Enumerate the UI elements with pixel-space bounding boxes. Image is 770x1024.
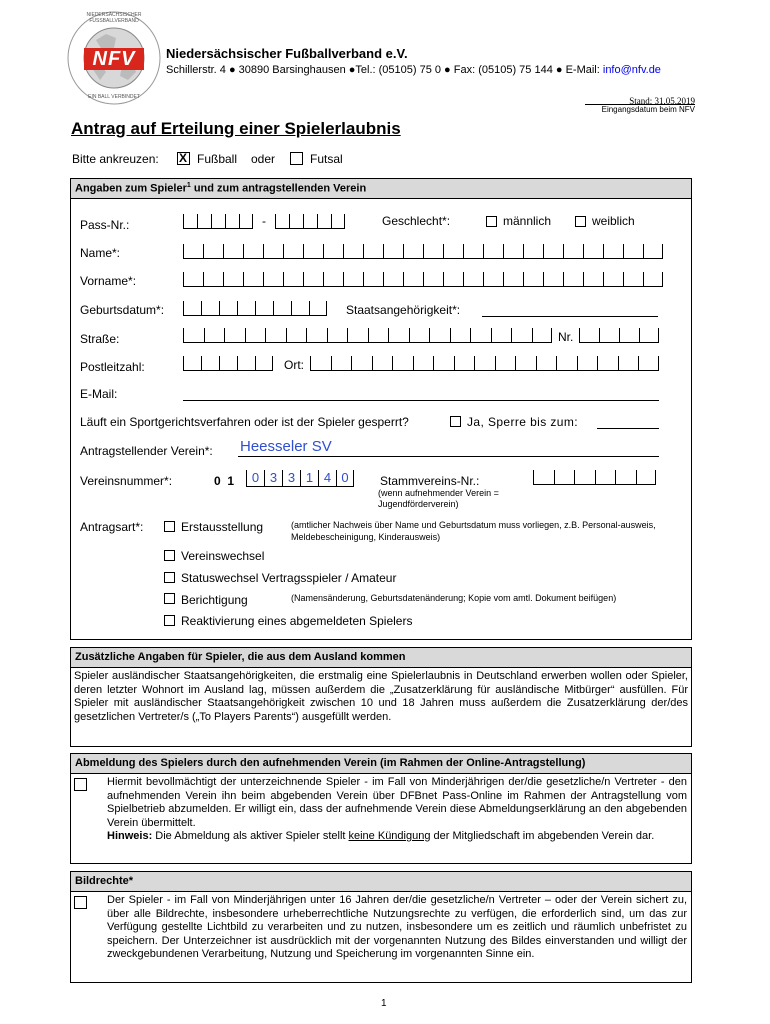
vnr-label: Vereinsnummer*: bbox=[80, 474, 173, 488]
section-ausland bbox=[70, 647, 692, 747]
verein-value[interactable]: Heesseler SV bbox=[240, 438, 332, 455]
reakt-checkbox[interactable] bbox=[164, 615, 175, 626]
ort-label: Ort: bbox=[284, 358, 304, 372]
section-abmeldung bbox=[70, 753, 692, 864]
address-text: Schillerstr. 4 ● 30890 Barsinghausen ●Tel.: (05105) 75 0 ● Fax: (05105) 75 144 ● E-Mail: bbox=[166, 64, 600, 76]
vnr-digit: 0 bbox=[246, 470, 264, 486]
sperre-input[interactable] bbox=[597, 428, 659, 429]
stamm-note-1: (wenn aufnehmender Verein = bbox=[378, 488, 499, 498]
fussball-checkbox[interactable] bbox=[177, 152, 190, 165]
maennlich-label: männlich bbox=[503, 214, 552, 228]
logo-ring-bottom: EIN BALL VERBINDET bbox=[88, 94, 140, 100]
org-name: Niedersächsischer Fußballverband e.V. bbox=[166, 46, 408, 61]
verein-input-line bbox=[238, 456, 659, 457]
oder-label: oder bbox=[251, 152, 276, 166]
bericht-note: (Namensänderung, Geburtsdatenänderung; Kopie vom amtl. Dokument beifügen) bbox=[291, 593, 617, 603]
geburt-label: Geburtsdatum*: bbox=[80, 303, 165, 317]
pass-dash: - bbox=[262, 214, 266, 228]
erst-checkbox[interactable] bbox=[164, 521, 175, 532]
plz-label: Postleitzahl: bbox=[80, 360, 145, 374]
erst-label: Erstausstellung bbox=[181, 520, 264, 534]
plz-input[interactable] bbox=[183, 356, 273, 371]
staat-input[interactable] bbox=[482, 316, 658, 317]
wechsel-checkbox[interactable] bbox=[164, 550, 175, 561]
status-label: Statuswechsel Vertragsspieler / Amateur bbox=[181, 571, 397, 585]
heading-part-a: Angaben zum Spieler bbox=[75, 182, 187, 195]
bericht-label: Berichtigung bbox=[181, 593, 248, 607]
vnr-digit: 0 bbox=[336, 470, 354, 486]
abmeldung-text bbox=[107, 776, 687, 844]
section-bildrechte bbox=[70, 871, 692, 983]
strasse-label: Straße: bbox=[80, 332, 120, 346]
weiblich-checkbox[interactable] bbox=[575, 216, 586, 227]
vnr-prefix: 0 1 bbox=[214, 474, 235, 488]
futsal-label: Futsal bbox=[310, 152, 343, 166]
erst-note: (amtlicher Nachweis über Name und Geburtsdatum muss vorliegen, z.B. Personal-ausweis, Meldebescheinigung, Kinderausweis) bbox=[291, 520, 656, 542]
strasse-input[interactable] bbox=[183, 328, 552, 343]
heading-part-b: und zum antragstellenden Verein bbox=[190, 182, 367, 195]
maennlich-checkbox[interactable] bbox=[486, 216, 497, 227]
section-bildrechte-heading: Bildrechte* bbox=[71, 872, 691, 892]
email-label: E-Mail: bbox=[80, 387, 118, 401]
sportgericht-question: Läuft ein Sportgerichtsverfahren oder ist der Spieler gesperrt? bbox=[80, 415, 409, 429]
section-ausland-heading: Zusätzliche Angaben für Spieler, die aus dem Ausland kommen bbox=[71, 648, 691, 668]
bildrechte-text: Der Spieler - im Fall von Minderjährigen unter 16 Jahren der/die gesetzliche/n Vertreter – oder der Verein sichert zu, über alle Bildrechte, insbesondere urheberrechtliche Nutzungsrechte zu verfügen, die erforderlich sind, um das zur Verfügung gestellte Lichtbild zu verarbeiten und zu nutzen, insbesondere um es zeitlich und räumlich unbefristet zu speichern. Der Unterzeichner ist ausdrücklich mit der vorgenannten Nutzung des Bildes einverstanden und willigt der zweckgebundenen Verarbeitung, Nutzung und Speicherung im vorgenannten Sinne ein. bbox=[107, 894, 687, 960]
logo-text: NFV bbox=[92, 48, 136, 70]
vorname-label: Vorname*: bbox=[80, 274, 137, 288]
section-spieler-heading bbox=[71, 179, 691, 199]
eingang-label: Eingangsdatum beim NFV bbox=[601, 105, 695, 114]
page-title: Antrag auf Erteilung einer Spielerlaubnis bbox=[71, 119, 401, 138]
pass-label: Pass-Nr.: bbox=[80, 218, 130, 232]
reakt-label: Reaktivierung eines abgemeldeten Spielers bbox=[181, 614, 413, 628]
nr-label: Nr. bbox=[558, 330, 574, 344]
email-input[interactable] bbox=[183, 400, 659, 401]
hinweis-label: Hinweis: bbox=[107, 830, 153, 842]
stand-date: Stand: 31.05.2019 bbox=[629, 96, 695, 106]
vnr-digit: 3 bbox=[264, 470, 282, 486]
geschlecht-label: Geschlecht*: bbox=[382, 214, 451, 228]
weiblich-label: weiblich bbox=[592, 214, 635, 228]
verein-label: Antragstellender Verein*: bbox=[80, 444, 213, 458]
stamm-note-2: Jugendförderverein) bbox=[378, 499, 459, 509]
wechsel-label: Vereinswechsel bbox=[181, 549, 265, 563]
pass-input-b[interactable] bbox=[275, 214, 345, 229]
antragsart-label: Antragsart*: bbox=[80, 520, 144, 534]
staat-label: Staatsangehörigkeit*: bbox=[346, 303, 461, 317]
abmeldung-checkbox[interactable] bbox=[74, 778, 87, 791]
hinweis-underline: keine Kündigung bbox=[348, 830, 431, 842]
vnr-digit: 3 bbox=[282, 470, 300, 486]
org-address bbox=[166, 64, 661, 76]
bitte-ankreuzen: Bitte ankreuzen: bbox=[72, 152, 159, 166]
logo-ring-top: NIEDERSÄCHSISCHER FUSSBALLVERBAND bbox=[86, 12, 142, 24]
heading-sup: 1 bbox=[186, 182, 191, 189]
geburt-input[interactable] bbox=[183, 301, 327, 316]
bericht-checkbox[interactable] bbox=[164, 593, 175, 604]
ort-input[interactable] bbox=[310, 356, 659, 371]
name-label: Name*: bbox=[80, 246, 121, 260]
hinweis-b: der Mitgliedschaft im abgebenden Verein dar. bbox=[430, 830, 655, 842]
email-link[interactable]: info@nfv.de bbox=[602, 64, 661, 76]
sperre-checkbox[interactable] bbox=[450, 416, 461, 427]
vnr-digit: 4 bbox=[318, 470, 336, 486]
vnr-digit: 1 bbox=[300, 470, 318, 486]
name-input[interactable] bbox=[183, 244, 663, 259]
abmeldung-body: Hiermit bevollmächtigt der unterzeichnende Spieler - im Fall von Minderjährigen der/die gesetzliche/n Vertreter - den aufnehmenden Verein ihn beim abgebenden Verein über DFBnet Pass-Online im Rahmen der Antragstellung vom Spielbetrieb abzumelden. Er willigt ein, dass der aufnehmende Verein diese Abmeldungserklärung an den abgebenden Verein übermittelt. bbox=[107, 776, 687, 829]
fussball-label: Fußball bbox=[197, 152, 238, 166]
vorname-input[interactable] bbox=[183, 272, 663, 287]
fussball-mark: X bbox=[179, 151, 188, 165]
section-abmeldung-heading: Abmeldung des Spielers durch den aufnehmenden Verein (im Rahmen der Online-Antragstellung) bbox=[71, 754, 691, 774]
stamm-input[interactable] bbox=[533, 470, 656, 485]
nr-input[interactable] bbox=[579, 328, 659, 343]
stamm-label: Stammvereins-Nr.: bbox=[380, 474, 480, 488]
nfv-logo bbox=[66, 10, 162, 106]
bildrechte-checkbox[interactable] bbox=[74, 896, 87, 909]
status-checkbox[interactable] bbox=[164, 572, 175, 583]
sperre-label: Ja, Sperre bis zum: bbox=[467, 415, 578, 429]
ausland-text: Spieler ausländischer Staatsangehörigkeiten, die erstmalig eine Spielerlaubnis in Deutschland erwerben wollen oder Spieler, deren letzter Wohnort im Ausland lag, müssen außerdem die „Zusatzerklärung für ausländische Mitbürger“ ausfüllen. Für Spieler mit ausländischer Staatsangehörigkeit zwischen 10 und 18 Jahren muss außerdem die Zusatzerklärung der/des gesetzlichen Vertreter/s („To Players Parents“) ausgefüllt werden. bbox=[74, 670, 688, 723]
hinweis-a: Die Abmeldung als aktiver Spieler stellt bbox=[152, 830, 349, 842]
page-number: 1 bbox=[381, 998, 387, 1009]
futsal-checkbox[interactable] bbox=[290, 152, 303, 165]
vnr-input[interactable] bbox=[246, 470, 354, 487]
pass-input-a[interactable] bbox=[183, 214, 253, 229]
